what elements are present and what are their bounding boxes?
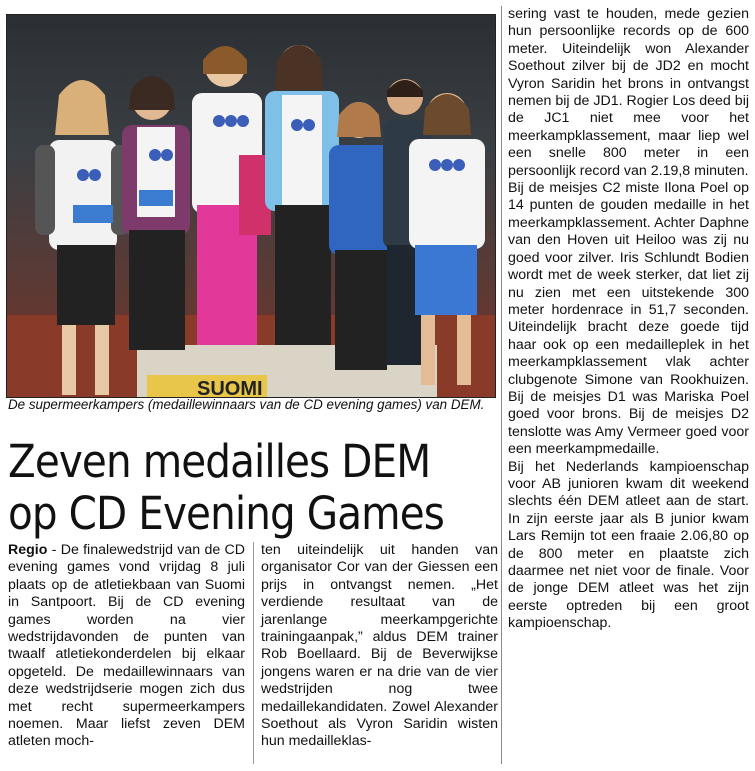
- article-text-middle: ten uiteindelijk uit handen van organisator Cor van der Giessen een prijs in ontvangst nemen. „Het verdiende resultaat van de jarenlange meerkampgerichte trainingaanpak,” aldus DEM trainer Rob Boellaard. Bij de Beverwijkse jongens waren er na drie van de vier wedstrijden nog twee medaillekandidaten. Zowel Alexander Soethout als Vyron Saridin wisten hun medailleklas-: [261, 542, 498, 750]
- headline: [8, 436, 449, 540]
- article-paragraph-right-2: Bij de meisjes C2 miste Ilona Poel op 14 punten de gouden medaille in het meerkampklassement. Achter Daphne van den Hoven uit Heiloo was zij nu goed voor zilver. Iris Schlundt Bodien wordt met de week sterker, dat liet zij nu zien met een uitstekende 300 meter hordenrace in 51,7 seconden. Uiteindelijk bracht deze goede tijd haar ook op een medailleplek in het meerkampklassement vlak achter clubgenote Simone van Rookhuizen. Bij de meisjes D1 was Mariska Poel goed voor brons. Bij de meisjes D2 tenslotte was Amy Vermeer goed voor een meerkampmedaille.: [508, 180, 749, 458]
- team-photo: [6, 14, 496, 398]
- column-divider-right: [501, 6, 502, 764]
- athlete-3: [192, 46, 271, 345]
- headline-line-1: Zeven medailles DEM: [8, 435, 431, 488]
- article-column-middle: [261, 542, 498, 751]
- article-paragraph-right-1: sering vast te houden, mede gezien hun persoonlijke records op de 600 meter. Uiteindelijk won Alexander Soethout zilver bij de JD2 en mocht Vyron Saridin het brons in ontvangst nemen bij de JD1. Rogier Los deed bij de JC1 niet mee voor het meerkampklassement, maar liep wel een snelle 800 meter in een persoonlijk record van 2.19,8 minuten.: [508, 6, 749, 179]
- article-column-left: [8, 542, 245, 751]
- article-dateline: Regio: [8, 542, 48, 558]
- article-paragraph: [8, 542, 245, 751]
- athlete-4: [265, 45, 339, 345]
- athlete-2: [122, 76, 190, 350]
- photo-illustration: [7, 15, 495, 397]
- article-text-left: - De finalewedstrijd van de CD evening games vond vrijdag 8 juli plaats op de atletiekbaan van Suomi in Santpoort. Bij de CD evening games worden na vier wedstrijdavonden de punten van twaalf atletiekonderdelen bij elkaar opgeteld. De medaillewinnaars van deze wedstrijdserie mogen zich dus met recht supermeerkampers noemen. Maar liefst zeven DEM atleten moch-: [8, 542, 245, 750]
- headline-line-2: op CD Evening Games: [8, 487, 444, 540]
- column-divider-left: [253, 542, 254, 764]
- podium-banner-text: SUOMI: [197, 378, 263, 397]
- photo-caption: De supermeerkampers (medaillewinnaars van de CD evening games) van DEM.: [8, 397, 485, 412]
- article-column-right: [508, 6, 749, 633]
- article-paragraph-right-3: Bij het Nederlands kampioenschap voor AB junioren kwam dit weekend slechts één DEM atleet aan de start. In zijn eerste jaar als B junior kwam Lars Remijn tot een fraaie 2.06,80 op de 800 meter en plaatste zich daarmee net niet voor de finale. Voor de jonge DEM atleet was het zijn eerste optreden bij een groot kampioenschap.: [508, 458, 749, 632]
